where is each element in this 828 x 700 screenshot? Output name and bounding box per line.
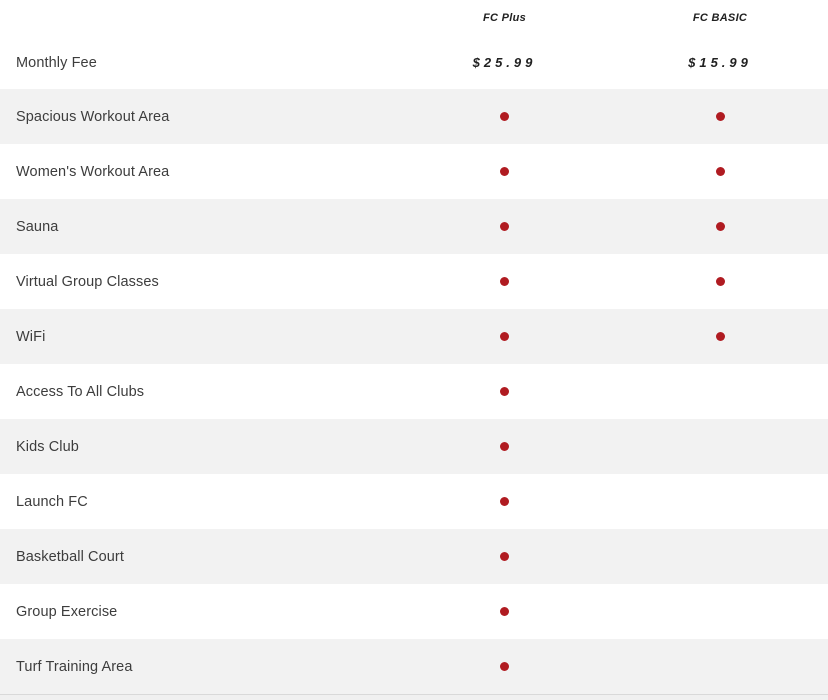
- included-dot-icon: [500, 662, 509, 671]
- feature-cell-fc-plus: [397, 144, 612, 199]
- feature-cell-fc-basic: [612, 419, 828, 474]
- feature-rows: [0, 89, 828, 694]
- feature-cell-fc-basic: [612, 529, 828, 584]
- included-dot-icon: [500, 387, 509, 396]
- included-dot-icon: [500, 277, 509, 286]
- feature-cell-fc-basic: [612, 199, 828, 254]
- feature-label: Virtual Group Classes: [16, 273, 159, 290]
- included-dot-icon: [500, 332, 509, 341]
- feature-label: Kids Club: [16, 438, 79, 455]
- included-dot-icon: [716, 167, 725, 176]
- feature-label: Turf Training Area: [16, 658, 133, 675]
- plan-header-fc-plus: FC Plus: [482, 12, 527, 24]
- feature-label: WiFi: [16, 328, 46, 345]
- feature-label: Access To All Clubs: [16, 383, 145, 400]
- included-dot-icon: [500, 222, 509, 231]
- feature-cell-fc-basic: [612, 254, 828, 309]
- feature-row: [0, 474, 828, 529]
- feature-label: Sauna: [16, 218, 59, 235]
- feature-label: Women's Workout Area: [16, 163, 170, 180]
- included-dot-icon: [716, 222, 725, 231]
- monthly-fee-row: [0, 36, 828, 89]
- feature-label: Basketball Court: [16, 548, 124, 565]
- feature-label: Group Exercise: [16, 603, 118, 620]
- feature-row: [0, 584, 828, 639]
- table-header-row: [0, 0, 828, 36]
- feature-row: [0, 254, 828, 309]
- feature-cell-fc-basic: [612, 144, 828, 199]
- feature-row: [0, 199, 828, 254]
- price-fc-plus: $25.99: [472, 55, 537, 70]
- feature-row: [0, 529, 828, 584]
- included-dot-icon: [500, 112, 509, 121]
- feature-cell-fc-basic: [612, 364, 828, 419]
- feature-row: [0, 89, 828, 144]
- included-dot-icon: [500, 607, 509, 616]
- feature-cell-fc-plus: [397, 529, 612, 584]
- included-dot-icon: [716, 277, 725, 286]
- feature-cell-fc-basic: [612, 309, 828, 364]
- feature-label: Launch FC: [16, 493, 88, 510]
- feature-row: [0, 144, 828, 199]
- feature-cell-fc-plus: [397, 89, 612, 144]
- price-fc-basic: $15.99: [688, 55, 752, 70]
- included-dot-icon: [500, 167, 509, 176]
- feature-cell-fc-plus: [397, 309, 612, 364]
- header-spacer: [0, 0, 397, 36]
- feature-cell-fc-basic: [612, 584, 828, 639]
- included-dot-icon: [716, 332, 725, 341]
- feature-row: [0, 309, 828, 364]
- plan-header-fc-basic: FC BASIC: [692, 12, 748, 24]
- feature-cell-fc-plus: [397, 474, 612, 529]
- feature-label: Spacious Workout Area: [16, 108, 170, 125]
- feature-cell-fc-plus: [397, 254, 612, 309]
- included-dot-icon: [716, 112, 725, 121]
- feature-row: [0, 639, 828, 694]
- feature-cell-fc-plus: [397, 639, 612, 694]
- feature-cell-fc-plus: [397, 199, 612, 254]
- included-dot-icon: [500, 442, 509, 451]
- feature-row: [0, 419, 828, 474]
- feature-cell-fc-basic: [612, 474, 828, 529]
- feature-cell-fc-basic: [612, 89, 828, 144]
- bottom-divider: [0, 694, 828, 700]
- included-dot-icon: [500, 497, 509, 506]
- feature-cell-fc-plus: [397, 364, 612, 419]
- feature-row: [0, 364, 828, 419]
- feature-cell-fc-plus: [397, 584, 612, 639]
- included-dot-icon: [500, 552, 509, 561]
- monthly-fee-label: Monthly Fee: [16, 54, 97, 71]
- feature-cell-fc-plus: [397, 419, 612, 474]
- feature-cell-fc-basic: [612, 639, 828, 694]
